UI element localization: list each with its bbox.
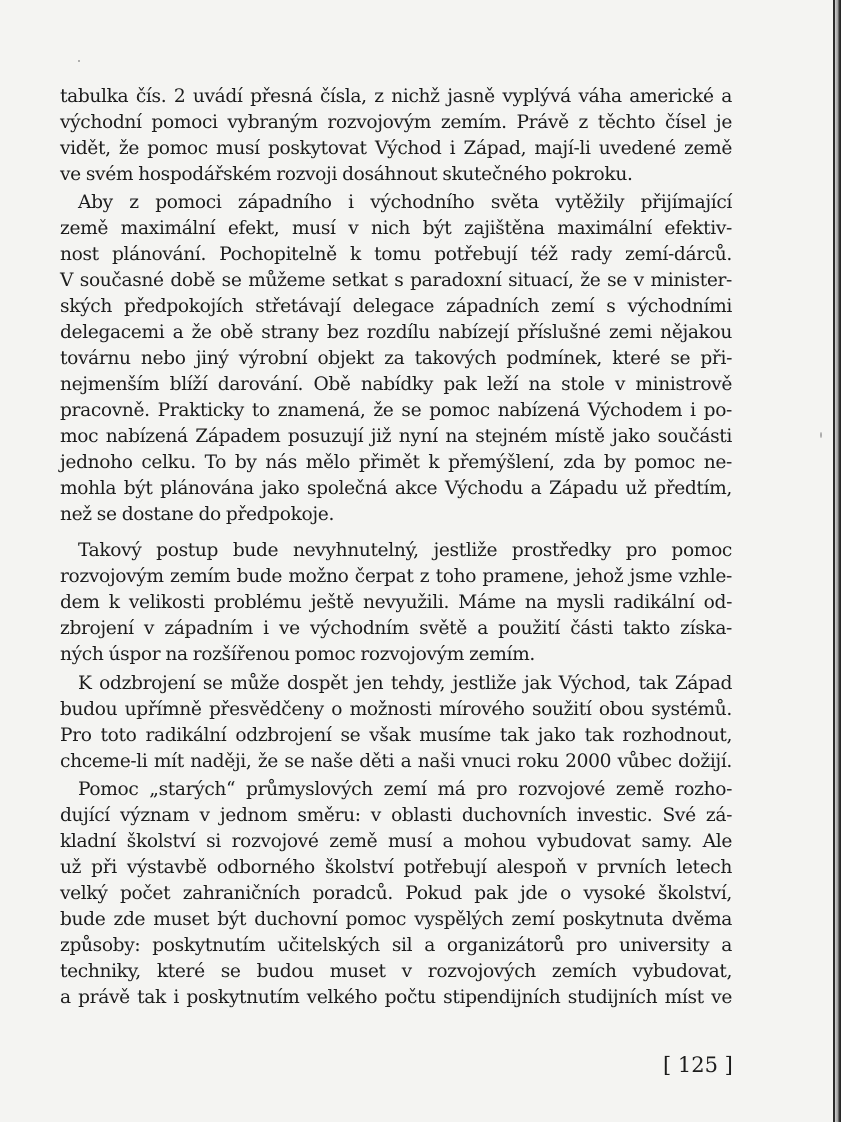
text-line: dující význam v jednom směru: v oblasti duchovních investic. Své zá- (60, 805, 732, 826)
paragraph-first-line: Aby z pomoci západního i východního světa vytěžily přijímající (78, 192, 732, 213)
text-line: chceme-li mít naději, že se naše děti a naši vnuci roku 2000 vůbec dožijí. (60, 751, 732, 772)
text-line: delegacemi a že obě strany bez rozdílu nabízejí příslušné zemi nějakou (60, 322, 732, 343)
text-line: moc nabízená Západem posuzují již nyní na stejném místě jako součásti (60, 426, 732, 447)
page-number: [ 125 ] (663, 1053, 733, 1077)
text-line: tabulka čís. 2 uvádí přesná čísla, z nichž jasně vyplývá váha americké a (60, 86, 732, 107)
text-line: už při výstavbě odborného školství potřebují alespoň v prvních letech (60, 857, 732, 878)
text-line: nejmenším blíží darování. Obě nabídky pak leží na stole v ministrově (60, 374, 732, 395)
paper-speck (820, 432, 822, 438)
text-line: velký počet zahraničních poradců. Pokud pak jde o vysoké školství, (60, 883, 732, 904)
text-line: než se dostane do předpokoje. (60, 504, 335, 525)
text-line: ských předpokojích střetávají delegace západních zemí s východními (60, 296, 732, 317)
text-line: bude zde muset být duchovní pomoc vyspělých zemí poskytnuta dvěma (60, 909, 732, 930)
text-line: způsoby: poskytnutím učitelských sil a organizátorů pro university a (60, 935, 732, 956)
text-line: rozvojovým zemím bude možno čerpat z toho pramene, jehož jsme vzhle- (60, 566, 732, 587)
text-line: země maximální efekt, musí v nich být zajištěna maximální efektiv- (60, 218, 732, 239)
text-line: Pro toto radikální odzbrojení se však musíme tak jako tak rozhodnout, (60, 725, 732, 746)
text-line: V současné době se můžeme setkat s paradoxní situací, že se v minister- (60, 270, 732, 291)
paper-speck (78, 60, 80, 62)
text-line: továrnu nebo jiný výrobní objekt za takových podmínek, které se při- (60, 348, 732, 369)
text-line: vidět, že pomoc musí poskytovat Východ i Západ, mají-li uvedené země (60, 138, 732, 159)
text-line: ve svém hospodářském rozvoji dosáhnout skutečného pokroku. (60, 164, 633, 185)
text-line: pracovně. Prakticky to znamená, že se pomoc nabízená Východem i po- (60, 400, 732, 421)
text-line: techniky, které se budou muset v rozvojových zemích vybudovat, (60, 961, 732, 982)
paragraph-first-line: Pomoc „starých“ průmyslových zemí má pro rozvojové země rozho- (78, 779, 732, 800)
text-line: mohla být plánována jako společná akce Východu a Západu už předtím, (60, 478, 732, 499)
text-line: zbrojení v západním i ve východním světě a použití části takto získa- (60, 618, 732, 639)
text-line: východní pomoci vybraným rozvojovým zemím. Právě z těchto čísel je (60, 112, 732, 133)
text-line: nost plánování. Pochopitelně k tomu potřebují též rady zemí-dárců. (60, 244, 732, 265)
paragraph-first-line: Takový postup bude nevyhnutelný, jestliže prostředky pro pomoc (78, 540, 732, 561)
page-edge-shadow (833, 0, 841, 1122)
text-line: ných úspor na rozšířenou pomoc rozvojovým zemím. (60, 644, 535, 665)
text-line: budou upřímně přesvědčeny o možnosti mírového soužití obou systémů. (60, 699, 732, 720)
text-line: a právě tak i poskytnutím velkého počtu stipendijních studijních míst ve (60, 987, 732, 1008)
text-line: kladní školství si rozvojové země musí a mohou vybudovat samy. Ale (60, 831, 732, 852)
text-line: dem k velikosti problému ještě nevyužili. Máme na mysli radikální od- (60, 592, 732, 613)
text-line: jednoho celku. To by nás mělo přimět k přemýšlení, zda by pomoc ne- (60, 452, 732, 473)
paragraph-first-line: K odzbrojení se může dospět jen tehdy, jestliže jak Východ, tak Západ (78, 673, 732, 694)
